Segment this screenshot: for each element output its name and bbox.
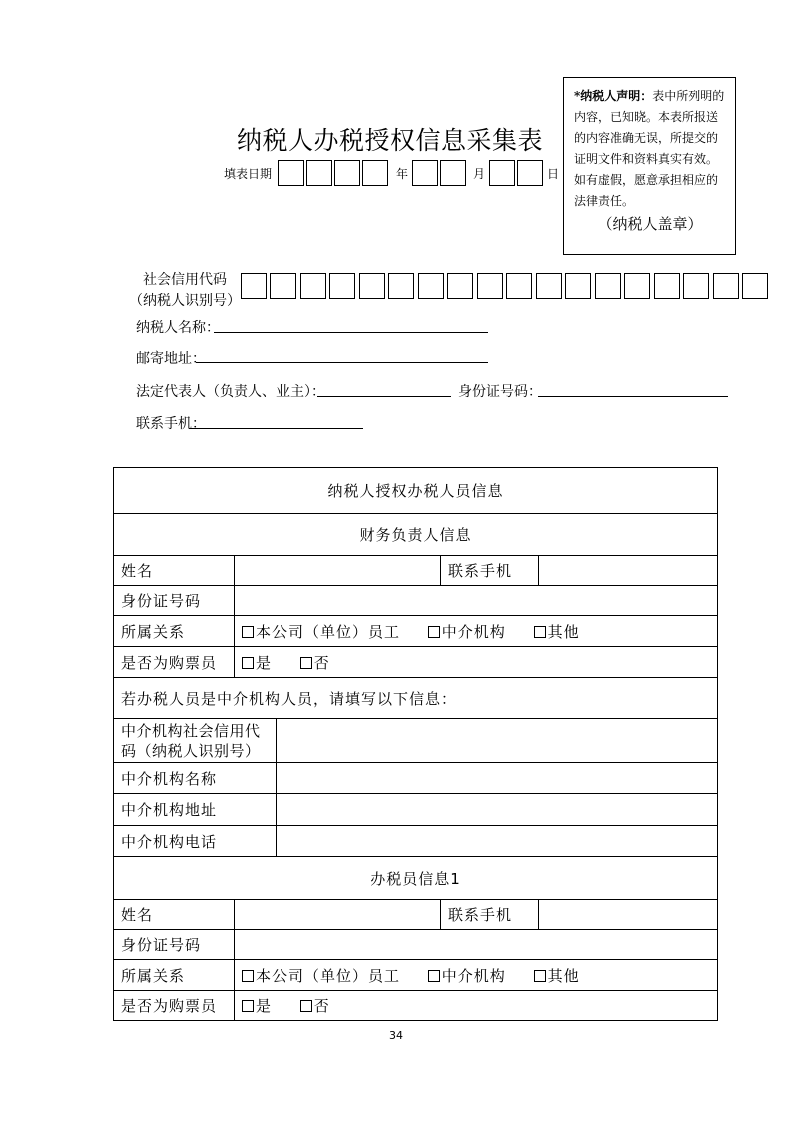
taxpayer-name-field[interactable] [214,332,488,333]
credit-code-digit-box[interactable] [654,273,680,299]
taxpayer-stamp-label: （纳税人盖章） [597,215,703,233]
officer-phone-input[interactable] [539,900,718,930]
checkbox-icon[interactable] [534,626,546,638]
table-row [114,991,718,1021]
checkbox-icon[interactable] [242,626,254,638]
id-number-label: 身份证号码 [114,930,235,960]
mailing-address-label: 邮寄地址： [136,351,206,367]
table-row [114,556,718,586]
agency-note: 若办税人员是中介机构人员，请填写以下信息： [114,678,718,719]
relation-label: 所属关系 [114,960,235,991]
buyer-option-yes[interactable]: 是 [242,654,272,672]
form-title: 纳税人办税授权信息采集表 [237,126,544,155]
legal-rep-field[interactable] [317,396,451,397]
relation-option-agency[interactable]: 中介机构 [428,967,506,985]
credit-code-digit-box[interactable] [713,273,739,299]
checkbox-icon[interactable] [242,970,254,982]
credit-code-digit-box[interactable] [624,273,650,299]
table-row [114,960,718,991]
agency-name-input[interactable] [277,763,718,794]
credit-code-digit-box[interactable] [418,273,444,299]
table-row [114,647,718,678]
agency-phone-label: 中介机构电话 [114,826,277,857]
taxpayer-name-label: 纳税人名称： [136,320,220,336]
finance-phone-input[interactable] [539,556,718,586]
checkbox-icon[interactable] [428,626,440,638]
month-digit-box[interactable] [440,160,466,186]
contact-phone-field[interactable] [189,428,363,429]
credit-code-digit-box[interactable] [742,273,768,299]
relation-option-other[interactable]: 其他 [534,967,580,985]
ticket-buyer-label: 是否为购票员 [114,991,235,1021]
finance-id-input[interactable] [235,586,718,616]
buyer-option-no[interactable]: 否 [300,654,330,672]
credit-code-digit-box[interactable] [683,273,709,299]
credit-code-digit-box[interactable] [565,273,591,299]
section-header-row [114,514,718,556]
authorized-personnel-table [113,467,718,1021]
officer-buyer-options [235,991,718,1021]
month-label: 月 [473,167,486,181]
table-row [114,616,718,647]
phone-label: 联系手机 [441,900,539,930]
id-number-label: 身份证号码 [114,586,235,616]
credit-code-digit-box[interactable] [477,273,503,299]
credit-code-digit-box[interactable] [388,273,414,299]
table-row [114,930,718,960]
table-header-row [114,468,718,514]
day-digit-box[interactable] [517,160,543,186]
checkbox-icon[interactable] [428,970,440,982]
credit-code-label: 社会信用代码 [143,272,227,288]
relation-option-other[interactable]: 其他 [534,623,580,641]
page-number: 34 [389,1029,403,1042]
authorized-personnel-header: 纳税人授权办税人员信息 [114,468,718,514]
agency-credit-code-label: 中介机构社会信用代 码（纳税人识别号） [114,719,277,763]
fill-date-label: 填表日期 [224,167,273,181]
table-row [114,678,718,719]
credit-code-digit-box[interactable] [270,273,296,299]
day-label: 日 [547,167,560,181]
table-row [114,719,718,763]
credit-code-digit-box[interactable] [359,273,385,299]
mailing-address-field[interactable] [196,362,488,363]
legal-rep-id-label: 身份证号码： [458,384,542,400]
agency-address-label: 中介机构地址 [114,794,277,826]
year-label: 年 [396,167,409,181]
table-row [114,586,718,616]
finance-head-section-header: 财务负责人信息 [114,514,718,556]
agency-address-input[interactable] [277,794,718,826]
agency-phone-input[interactable] [277,826,718,857]
credit-code-digit-box[interactable] [447,273,473,299]
finance-relation-options [235,616,718,647]
buyer-option-no[interactable]: 否 [300,997,330,1015]
officer-relation-options [235,960,718,991]
credit-code-digit-box[interactable] [329,273,355,299]
credit-code-digit-box[interactable] [506,273,532,299]
relation-label: 所属关系 [114,616,235,647]
year-digit-box[interactable] [306,160,332,186]
table-row [114,763,718,794]
year-digit-box[interactable] [278,160,304,186]
month-digit-box[interactable] [412,160,438,186]
credit-code-label-sub: （纳税人识别号） [129,293,241,309]
taxpayer-declaration-box [563,77,736,255]
buyer-option-yes[interactable]: 是 [242,997,272,1015]
checkbox-icon[interactable] [534,970,546,982]
checkbox-icon[interactable] [300,657,312,669]
checkbox-icon[interactable] [242,657,254,669]
table-row [114,794,718,826]
table-row [114,826,718,857]
finance-name-input[interactable] [235,556,441,586]
credit-code-digit-box[interactable] [536,273,562,299]
officer-id-input[interactable] [235,930,718,960]
officer-name-input[interactable] [235,900,441,930]
ticket-buyer-label: 是否为购票员 [114,647,235,678]
credit-code-digit-box[interactable] [300,273,326,299]
declaration-body: 表中所列明的内容，已知晓。本表所报送的内容准确无误，所提交的证明文件和资料真实有效。如有虚假，愿意承担相应的法律责任。 [574,89,725,208]
day-digit-box[interactable] [489,160,515,186]
year-digit-box[interactable] [362,160,388,186]
contact-phone-label: 联系手机： [136,416,206,432]
name-label: 姓名 [114,556,235,586]
finance-buyer-options [235,647,718,678]
checkbox-icon[interactable] [242,1000,254,1012]
name-label: 姓名 [114,900,235,930]
relation-option-employee[interactable]: 本公司（单位）员工 [242,967,400,985]
checkbox-icon[interactable] [300,1000,312,1012]
section-header-row [114,857,718,900]
relation-option-employee[interactable]: 本公司（单位）员工 [242,623,400,641]
declaration-heading: *纳税人声明： [574,89,653,103]
credit-code-digit-box[interactable] [595,273,621,299]
legal-rep-id-field[interactable] [538,396,728,397]
legal-rep-label: 法定代表人（负责人、业主）： [136,384,325,400]
agency-credit-code-input[interactable] [277,719,718,763]
table-row [114,900,718,930]
tax-officer-section-header: 办税员信息1 [114,857,718,900]
credit-code-digit-box[interactable] [241,273,267,299]
relation-option-agency[interactable]: 中介机构 [428,623,506,641]
phone-label: 联系手机 [441,556,539,586]
agency-name-label: 中介机构名称 [114,763,277,794]
year-digit-box[interactable] [334,160,360,186]
